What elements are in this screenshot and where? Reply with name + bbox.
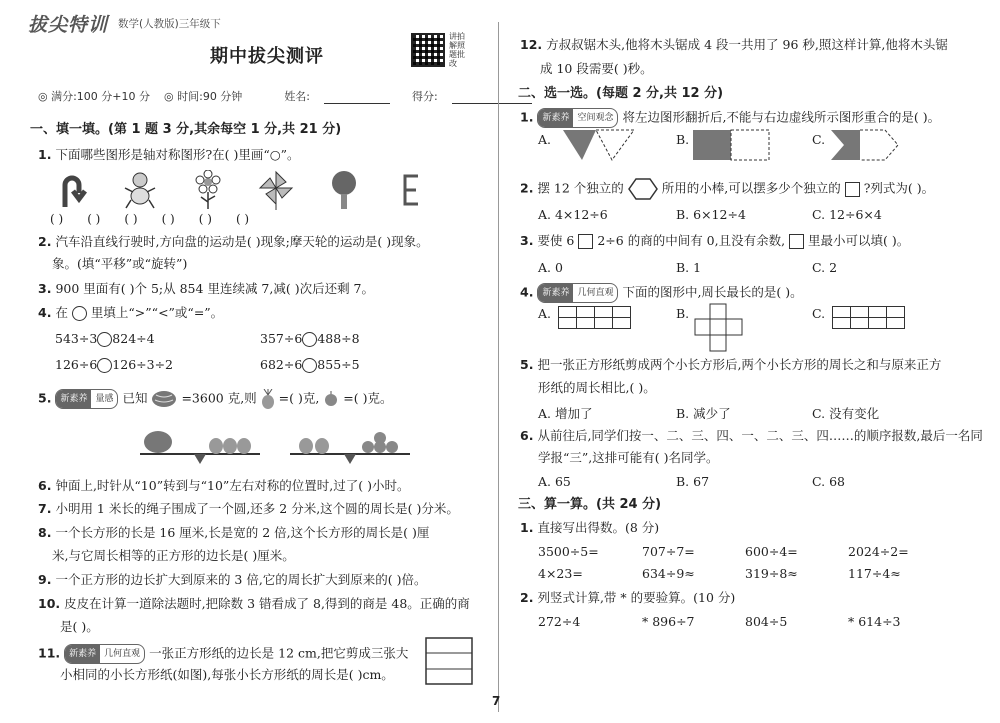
subject-label: 数学(人教版)三年级下 (118, 18, 221, 30)
question-12: 12. 方叔叔锯木头,他将木头锯成 4 段一共用了 96 秒,照这样计算,他将木头锯 (520, 37, 948, 52)
calc-item: 272÷4 (538, 614, 581, 629)
new-literacy-tag: 新素养 几何直观 (64, 644, 145, 664)
choice-5-option-c[interactable]: C. 没有变化 (812, 406, 880, 421)
choice-1-option-a[interactable]: A. (538, 132, 552, 147)
exam-meta (38, 88, 532, 104)
choice-1-option-b[interactable]: B. (676, 132, 690, 147)
calc-item: 2024÷2= (848, 544, 909, 559)
apple-icon (323, 391, 339, 407)
answer-blank[interactable]: ( ) (124, 212, 138, 226)
new-literacy-tag: 新素养 量感 (55, 389, 118, 409)
name-label: 姓名: (284, 90, 311, 103)
calc-item: 117÷4≈ (848, 566, 901, 581)
choice-5: 5. 把一张正方形纸剪成两个小长方形后,两个小长方形的周长之和与原来正方 (520, 357, 942, 372)
brand-logo: 拔尖特训 (28, 14, 109, 36)
calc-item: 600÷4= (745, 544, 798, 559)
fold-arrow-figure-c (830, 128, 900, 162)
question-4: 4. 在 里填上“>”“<”或“=”。 (38, 305, 224, 320)
choice-6-option-c[interactable]: C. 68 (812, 474, 845, 489)
choice-3-option-b[interactable]: B. 1 (676, 260, 702, 275)
choice-2-option-a[interactable]: A. 4×12÷6 (538, 207, 608, 222)
score-info: ◎ 满分:100 分+10 分 (38, 90, 151, 103)
digit-box[interactable] (578, 234, 593, 249)
grid-figure-c (832, 306, 905, 329)
cross-figure-b (694, 303, 744, 353)
question-1: 1. 下面哪些图形是轴对称图形?在( )里画“○”。 (38, 147, 300, 162)
compare-circle[interactable] (97, 358, 112, 373)
q1-answer-parens (50, 212, 249, 226)
question-5: 5. 新素养 量感 已知 =3600 克,则 =( )克, =( )克。 (38, 389, 393, 409)
result-label: 得分: (412, 90, 438, 103)
q1-figures (52, 170, 432, 210)
answer-blank[interactable]: ( ) (235, 212, 250, 226)
name-field[interactable] (324, 88, 390, 104)
calc-item: 804÷5 (745, 614, 788, 629)
section-3-heading: 三、算一算。(共 24 分) (518, 497, 662, 512)
q4-row-1b: 357÷6 488÷8 (260, 331, 360, 346)
fold-rectangle-figure-b (692, 128, 772, 162)
choice-2: 2. 摆 12 个独立的 所用的小棒,可以摆多少个独立的 ?列式为( )。 (520, 178, 934, 200)
choice-6: 6. 从前往后,同学们按一、二、三、四、一、二、三、四……的顺序报数,最后一名同 (520, 428, 983, 443)
choice-2-option-c[interactable]: C. 12÷6×4 (812, 207, 882, 222)
q4-row-2a: 126÷6 126÷3÷2 (55, 357, 174, 372)
pineapple-icon (261, 389, 275, 409)
calc-item: 3500÷5= (538, 544, 599, 559)
watermelon-icon (151, 390, 177, 408)
flower-icon (188, 170, 228, 210)
answer-blank[interactable]: ( ) (50, 212, 64, 226)
calc-item: 634÷9≈ (642, 566, 695, 581)
question-12-cont: 成 10 段需要( )秒。 (540, 61, 653, 76)
compare-circle[interactable] (302, 358, 317, 373)
question-9: 9. 一个正方形的边长扩大到原来的 3 倍,它的周长扩大到原来的( )倍。 (38, 572, 427, 587)
square-cut-figure (425, 637, 473, 685)
choice-1: 1. 新素养 空间观念 将左边图形翻折后,不能与右边虚线所示图形重合的是( )。 (520, 108, 940, 128)
choice-6-option-a[interactable]: A. 65 (538, 474, 571, 489)
new-literacy-tag: 新素养 空间观念 (537, 108, 618, 128)
digit-box[interactable] (789, 234, 804, 249)
choice-5-option-a[interactable]: A. 增加了 (538, 406, 593, 421)
qr-code-icon[interactable] (411, 33, 445, 67)
calc-item: 319÷8≈ (745, 566, 798, 581)
question-6: 6. 钟面上,时针从“10”转到与“10”左右对称的位置时,过了( )小时。 (38, 478, 410, 493)
u-turn-arrow-icon (52, 170, 92, 210)
choice-4: 4. 新素养 几何直观 下面的图形中,周长最长的是( )。 (520, 283, 803, 303)
square-icon (845, 182, 860, 197)
question-10-cont: 是( )。 (60, 619, 99, 634)
compare-circle[interactable] (72, 306, 87, 321)
section-2-heading: 二、选一选。(每题 2 分,共 12 分) (518, 86, 724, 101)
choice-1-option-c[interactable]: C. (812, 132, 826, 147)
balance-scale-2-icon (290, 432, 410, 464)
letter-e-icon (392, 170, 432, 210)
question-11-cont: 小相同的小长方形纸(如图),每张小长方形纸的周长是( )cm。 (60, 667, 394, 682)
choice-3: 3. 要使 6 2÷6 的商的中间有 0,且没有余数, 里最小可以填( )。 (520, 233, 910, 248)
calc-1: 1. 直接写出得数。(8 分) (520, 520, 660, 535)
choice-6-option-b[interactable]: B. 67 (676, 474, 710, 489)
q4-row-2b: 682÷6 855÷5 (260, 357, 360, 372)
choice-4-option-c[interactable]: C. (812, 306, 826, 321)
question-2: 2. 汽车沿直线行驶时,方向盘的运动是( )现象;摩天轮的运动是( )现象。 (38, 234, 429, 249)
new-literacy-tag: 新素养 几何直观 (537, 283, 618, 303)
page-title: 期中拔尖测评 (210, 46, 324, 67)
calc-item: 4×23= (538, 566, 583, 581)
time-info: ◎ 时间:90 分钟 (164, 90, 243, 103)
frog-icon (120, 170, 160, 210)
question-8: 8. 一个长方形的长是 16 厘米,长是宽的 2 倍,这个长方形的周长是( )厘 (38, 525, 430, 540)
choice-6-cont: 学报“三”,这排可能有( )名同学。 (538, 450, 719, 465)
answer-blank[interactable]: ( ) (161, 212, 175, 226)
answer-blank[interactable]: ( ) (87, 212, 101, 226)
choice-5-cont: 形纸的周长相比,( )。 (538, 380, 656, 395)
question-2-cont: 象。(填“平移”或“旋转”) (52, 256, 188, 271)
choice-3-option-c[interactable]: C. 2 (812, 260, 838, 275)
question-8-cont: 米,与它周长相等的正方形的边长是( )厘米。 (52, 548, 295, 563)
balance-scales-figure (140, 418, 430, 474)
hexagon-icon (628, 178, 658, 200)
calc-item: 707÷7= (642, 544, 695, 559)
balance-scale-1-icon (140, 431, 260, 464)
choice-4-option-b[interactable]: B. (676, 306, 690, 321)
choice-3-option-a[interactable]: A. 0 (538, 260, 563, 275)
answer-blank[interactable]: ( ) (198, 212, 212, 226)
pinwheel-icon (256, 170, 296, 210)
calc-item: * 614÷3 (848, 614, 901, 629)
question-3: 3. 900 里面有( )个 5;从 854 里连续减 7,减( )次后还剩 7。 (38, 281, 374, 296)
qr-caption: 讲拍解照题批改 (449, 32, 465, 68)
question-11: 11. 新素养 几何直观 一张正方形纸的边长是 12 cm,把它剪成三张大 (38, 644, 408, 664)
ping-pong-paddle-icon (324, 170, 364, 210)
question-10: 10. 皮皮在计算一道除法题时,把除数 3 错看成了 8,得到的商是 48。正确的商 (38, 596, 470, 611)
column-divider (498, 22, 499, 712)
calc-item: * 896÷7 (642, 614, 695, 629)
choice-5-option-b[interactable]: B. 减少了 (676, 406, 731, 421)
choice-4-option-a[interactable]: A. (538, 306, 552, 321)
compare-circle[interactable] (97, 332, 112, 347)
fold-triangle-figure-a (562, 128, 637, 162)
calc-2: 2. 列竖式计算,带 * 的要验算。(10 分) (520, 590, 736, 605)
page-header (28, 10, 221, 37)
page-number: 7 (492, 694, 501, 708)
choice-2-option-b[interactable]: B. 6×12÷4 (676, 207, 746, 222)
compare-circle[interactable] (302, 332, 317, 347)
grid-figure-a (558, 306, 631, 329)
question-7: 7. 小明用 1 米长的绳子围成了一个圆,还多 2 分米,这个圆的周长是( )分米。 (38, 501, 459, 516)
q4-row-1a: 543÷3 824÷4 (55, 331, 155, 346)
section-1-heading: 一、填一填。(第 1 题 3 分,其余每空 1 分,共 21 分) (30, 122, 342, 137)
